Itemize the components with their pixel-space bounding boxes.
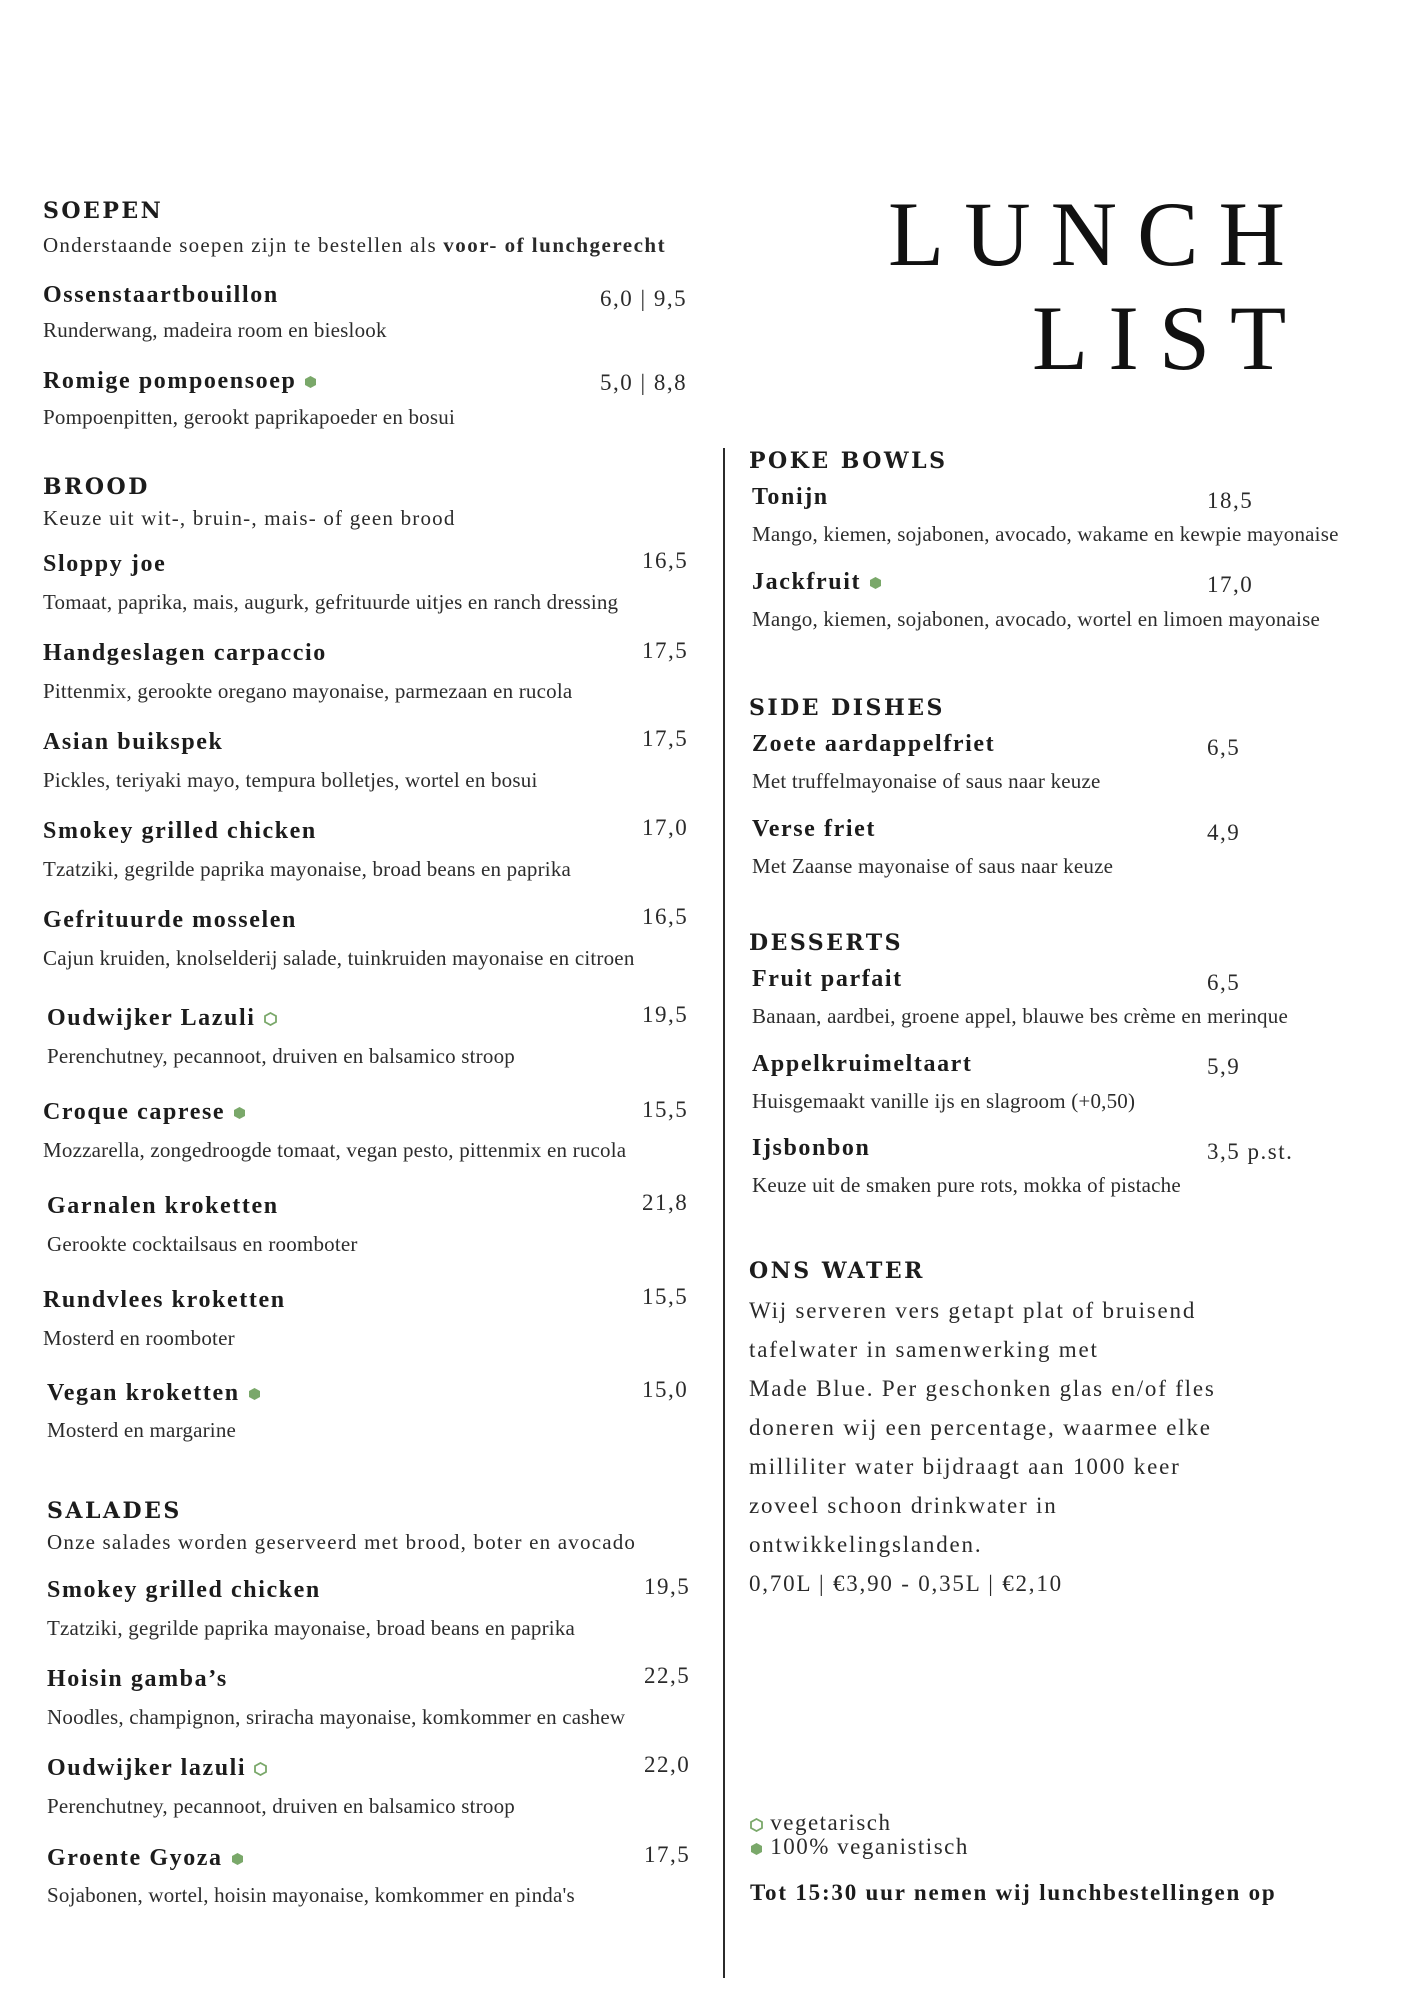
vegan-icon (304, 375, 317, 389)
menu-item-price: 17,0 (642, 815, 689, 840)
title-line-2: LIST (1032, 287, 1307, 389)
title-line-1: LUNCH (888, 183, 1305, 285)
menu-item-name-text: Sloppy joe (43, 551, 167, 577)
section-heading-ons-water: ONS WATER (749, 1258, 925, 1284)
menu-item-price: 5,0 | 8,8 (600, 370, 688, 395)
water-line: Made Blue. Per geschonken glas en/of fles (749, 1376, 1216, 1401)
legend-vegetarian (750, 1810, 891, 1836)
water-line: tafelwater in samenwerking met (749, 1337, 1099, 1362)
menu-item-name (47, 1380, 261, 1407)
menu-item-name (47, 1005, 277, 1032)
vegetarian-icon (750, 1818, 763, 1832)
menu-item-description: Mosterd en roomboter (43, 1326, 235, 1350)
menu-item-name (752, 569, 882, 596)
menu-item-description: Gerookte cocktailsaus en roomboter (47, 1232, 358, 1256)
menu-item-price: 17,5 (642, 726, 689, 751)
menu-item-name (43, 907, 297, 934)
menu-item-description: Pittenmix, gerookte oregano mayonaise, parmezaan en rucola (43, 679, 573, 703)
water-line: ontwikkelingslanden. (749, 1532, 983, 1557)
menu-item-price: 4,9 (1207, 820, 1241, 845)
legend-vegan (750, 1834, 969, 1860)
water-line: 0,70L | €3,90 - 0,35L | €2,10 (749, 1571, 1063, 1596)
menu-item-name-text: Rundvlees kroketten (43, 1287, 286, 1313)
vegan-icon (750, 1842, 763, 1856)
menu-item-description: Tzatziki, gegrilde paprika mayonaise, broad beans en paprika (47, 1616, 576, 1640)
section-heading-soepen: SOEPEN (43, 198, 164, 224)
menu-item-price: 17,0 (1207, 572, 1254, 597)
menu-item-name-text: Handgeslagen carpaccio (43, 640, 327, 666)
menu-item-name (752, 966, 903, 993)
menu-item-description: Banaan, aardbei, groene appel, blauwe bes crème en merinque (752, 1004, 1288, 1028)
menu-item-description: Mosterd en margarine (47, 1418, 237, 1442)
menu-item-name (43, 1099, 246, 1126)
menu-item-name (47, 1666, 228, 1693)
menu-item-name (752, 1051, 973, 1078)
menu-item-price: 17,5 (642, 638, 689, 663)
vegetarian-icon (264, 1012, 277, 1026)
menu-item-name (47, 1193, 279, 1220)
menu-item-description: Mango, kiemen, sojabonen, avocado, wortel en limoen mayonaise (752, 607, 1320, 631)
section-subtitle-brood: Keuze uit wit-, bruin-, mais- of geen brood (43, 506, 456, 530)
menu-item-description: Sojabonen, wortel, hoisin mayonaise, komkommer en pinda's (47, 1883, 575, 1907)
menu-item-description: Mozzarella, zongedroogde tomaat, vegan pesto, pittenmix en rucola (43, 1138, 627, 1162)
menu-item-name (43, 818, 317, 845)
menu-item-description: Mango, kiemen, sojabonen, avocado, wakame en kewpie mayonaise (752, 522, 1339, 546)
menu-item-name-text: Verse friet (752, 816, 876, 842)
menu-item-name (43, 551, 166, 578)
menu-item-price: 5,9 (1207, 1054, 1241, 1079)
section-heading-side-dishes: SIDE DISHES (749, 695, 945, 721)
menu-item-name-text: Smokey grilled chicken (47, 1577, 321, 1603)
menu-item-name-text: Oudwijker Lazuli (47, 1005, 256, 1031)
menu-item-price: 15,5 (642, 1284, 689, 1309)
menu-item-description: Pickles, teriyaki mayo, tempura bolletjes, wortel en bosui (43, 768, 538, 792)
menu-item-price: 22,5 (644, 1663, 691, 1688)
menu-item-description: Runderwang, madeira room en bieslook (43, 318, 387, 342)
menu-item-name-text: Croque caprese (43, 1099, 226, 1125)
menu-item-name-text: Gefrituurde mosselen (43, 907, 297, 933)
menu-item-name (752, 484, 829, 511)
menu-item-price: 16,5 (642, 548, 689, 573)
menu-item-description: Tzatziki, gegrilde paprika mayonaise, broad beans en paprika (43, 857, 572, 881)
menu-item-price: 21,8 (642, 1190, 689, 1215)
menu-item-name-text: Ijsbonbon (752, 1135, 871, 1161)
menu-item-name-text: Smokey grilled chicken (43, 818, 317, 844)
menu-item-name-text: Ossenstaartbouillon (43, 282, 279, 308)
menu-item-description: Noodles, champignon, sriracha mayonaise, komkommer en cashew (47, 1705, 626, 1729)
menu-item-description: Pompoenpitten, gerookt paprikapoeder en bosui (43, 405, 455, 429)
water-text (749, 1291, 1216, 1603)
section-heading-brood: BROOD (43, 474, 150, 500)
menu-item-price: 3,5 p.st. (1207, 1139, 1294, 1164)
menu-item-name (752, 731, 995, 758)
legend-vegetarian-label: vegetarisch (770, 1810, 892, 1835)
water-line: zoveel schoon drinkwater in (749, 1493, 1058, 1518)
menu-item-name (43, 1287, 286, 1314)
menu-item-name (752, 816, 876, 843)
menu-item-description: Met truffelmayonaise of saus naar keuze (752, 769, 1101, 793)
menu-item-price: 22,0 (644, 1752, 691, 1777)
menu-item-price: 19,5 (644, 1574, 691, 1599)
menu-item-name-text: Garnalen kroketten (47, 1193, 279, 1219)
menu-item-name (752, 1135, 870, 1162)
menu-item-description: Huisgemaakt vanille ijs en slagroom (+0,50) (752, 1089, 1136, 1113)
menu-item-description: Perenchutney, pecannoot, druiven en balsamico stroop (47, 1794, 515, 1818)
menu-item-name-text: Hoisin gamba’s (47, 1666, 228, 1692)
menu-item-name-text: Jackfruit (752, 569, 862, 595)
menu-item-name-text: Zoete aardappelfriet (752, 731, 996, 757)
menu-item-description: Tomaat, paprika, mais, augurk, gefrituurde uitjes en ranch dressing (43, 590, 619, 614)
legend-vegan-label: 100% veganistisch (770, 1834, 969, 1859)
menu-item-price: 6,5 (1207, 735, 1241, 760)
column-divider (723, 448, 725, 1978)
section-heading-salades: SALADES (47, 1498, 182, 1524)
menu-item-price: 6,5 (1207, 970, 1241, 995)
menu-item-name (43, 640, 327, 667)
menu-item-name-text: Asian buikspek (43, 729, 224, 755)
menu-item-name-text: Oudwijker lazuli (47, 1755, 247, 1781)
menu-item-description: Cajun kruiden, knolselderij salade, tuinkruiden mayonaise en citroen (43, 946, 635, 970)
menu-item-description: Met Zaanse mayonaise of saus naar keuze (752, 854, 1114, 878)
vegan-icon (231, 1852, 244, 1866)
menu-item-price: 15,0 (642, 1377, 689, 1402)
vegan-icon (233, 1106, 246, 1120)
menu-item-name (47, 1577, 321, 1604)
menu-item-price: 16,5 (642, 904, 689, 929)
menu-item-name (43, 729, 224, 756)
vegan-icon (248, 1387, 261, 1401)
vegetarian-icon (254, 1762, 267, 1776)
menu-item-name-text: Fruit parfait (752, 966, 903, 992)
menu-item-name (47, 1845, 244, 1872)
water-line: milliliter water bijdraagt aan 1000 keer (749, 1454, 1181, 1479)
menu-item-description: Perenchutney, pecannoot, druiven en balsamico stroop (47, 1044, 515, 1068)
menu-item-name-text: Vegan kroketten (47, 1380, 240, 1406)
section-heading-desserts: DESSERTS (749, 930, 904, 956)
menu-item-name (43, 282, 279, 309)
menu-item-name-text: Tonijn (752, 484, 829, 510)
water-line: doneren wij een percentage, waarmee elke (749, 1415, 1212, 1440)
section-subtitle-soepen: Onderstaande soepen zijn te bestellen als voor- of lunchgerecht (43, 233, 667, 257)
vegan-icon (869, 576, 882, 590)
menu-item-name-text: Appelkruimeltaart (752, 1051, 973, 1077)
menu-item-name (43, 368, 317, 395)
menu-item-price: 15,5 (642, 1097, 689, 1122)
menu-item-description: Keuze uit de smaken pure rots, mokka of pistache (752, 1173, 1181, 1197)
menu-item-price: 6,0 | 9,5 (600, 286, 688, 311)
menu-item-name-text: Groente Gyoza (47, 1845, 223, 1871)
menu-item-name-text: Romige pompoensoep (43, 368, 297, 394)
menu-item-name (47, 1755, 267, 1782)
lunch-order-note: Tot 15:30 uur nemen wij lunchbestellingen op (750, 1880, 1277, 1905)
menu-item-price: 18,5 (1207, 488, 1254, 513)
water-line: Wij serveren vers getapt plat of bruisend (749, 1298, 1197, 1323)
section-heading-poke-bowls: POKE BOWLS (749, 448, 948, 474)
menu-item-price: 17,5 (644, 1842, 691, 1867)
section-subtitle-salades: Onze salades worden geserveerd met brood, boter en avocado (47, 1530, 637, 1554)
menu-item-price: 19,5 (642, 1002, 689, 1027)
